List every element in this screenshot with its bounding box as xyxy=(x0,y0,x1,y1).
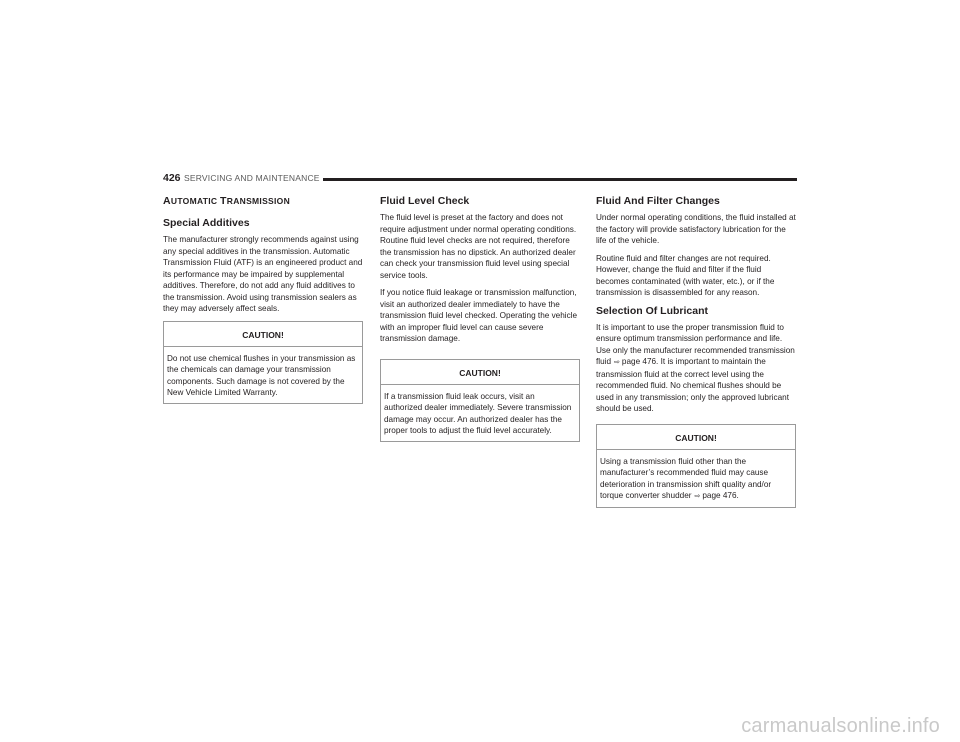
page-reference-arrow-icon: ⇨ xyxy=(694,493,701,500)
page-reference-arrow-icon: ⇨ xyxy=(614,359,620,366)
fluid-filter-paragraph-1: Under normal operating conditions, the fluid installed at the factory will provide satisfactory lubrication for the life of the vehicle. xyxy=(596,213,796,245)
caution-text: Using a transmission fluid other than the manufacturer’s recommended fluid may cause deterioration in transmission shift quality and/or torque converter shudder ⇨ page 476. xyxy=(597,450,795,507)
page-header xyxy=(163,172,797,186)
column-2 xyxy=(380,195,580,442)
page-reference-link[interactable]: page 476. xyxy=(702,491,739,500)
fluid-level-paragraph-1: The fluid level is preset at the factory and does not require adjustment under normal operating conditions. Routine fluid level checks are not required, therefore the transmission has no dipstick. An authorized dealer can check your transmission fluid level using special service tools. xyxy=(380,213,577,280)
caution-title: CAUTION! xyxy=(381,360,579,385)
page-number: 426 xyxy=(163,172,181,184)
watermark: carmanualsonline.info xyxy=(741,715,940,737)
heading-fluid-and-filter-changes: Fluid And Filter Changes xyxy=(596,195,720,207)
fluid-level-paragraph-2: If you notice fluid leakage or transmission malfunction, visit an authorized dealer immediately to have the transmission fluid level checked. Operating the vehicle with an improper fluid level can cause severe transmission damage. xyxy=(380,288,578,343)
lubricant-paragraph: It is important to use the proper transmission fluid to ensure optimum transmission performance and life. Use only the manufacturer recommended transmission fluid ⇨ page 476. It is important to maintain the transmission fluid at the correct level using the recommended fluid. No chemical flushes should be used in any transmission; only the approved lubricant should be used. xyxy=(596,322,795,413)
column-1 xyxy=(163,195,363,404)
header-rule xyxy=(323,178,797,181)
caution-title: CAUTION! xyxy=(597,425,795,450)
caution-box xyxy=(596,424,796,508)
section-heading-automatic-transmission: AUTOMATIC TRANSMISSION xyxy=(163,195,291,207)
caution-box xyxy=(380,359,580,442)
caution-title: CAUTION! xyxy=(164,322,362,347)
heading-special-additives: Special Additives xyxy=(163,217,250,229)
caution-text: If a transmission fluid leak occurs, visit an authorized dealer immediately. Severe transmission damage may occur. An authorized dealer has the proper tools to adjust the fluid level accurately. xyxy=(384,391,572,435)
caution-text: Do not use chemical flushes in your transmission as the chemicals can damage your transmission components. Such damage is not covered by the New Vehicle Limited Warranty. xyxy=(167,353,356,397)
column-3 xyxy=(596,195,796,508)
page-reference-link[interactable]: page 476. xyxy=(621,357,659,366)
caution-box xyxy=(163,321,363,404)
section-title: SERVICING AND MAINTENANCE xyxy=(184,173,320,183)
heading-fluid-level-check: Fluid Level Check xyxy=(380,195,470,207)
special-additives-text: The manufacturer strongly recommends against using any special additives in the transmission. Automatic Transmission Fluid (ATF) is an engineered product and its performance may be impaired by supplemental additives. Therefore, do not add any fluid additives to the transmission. Avoid using transmission sealers as they may adversely affect seals. xyxy=(163,235,363,313)
heading-selection-of-lubricant: Selection Of Lubricant xyxy=(596,304,709,317)
fluid-filter-paragraph-2: Routine fluid and filter changes are not required. However, change the fluid and filter if the fluid becomes contaminated (with water, etc.), or if the transmission is disassembled for any reason. xyxy=(596,253,775,297)
